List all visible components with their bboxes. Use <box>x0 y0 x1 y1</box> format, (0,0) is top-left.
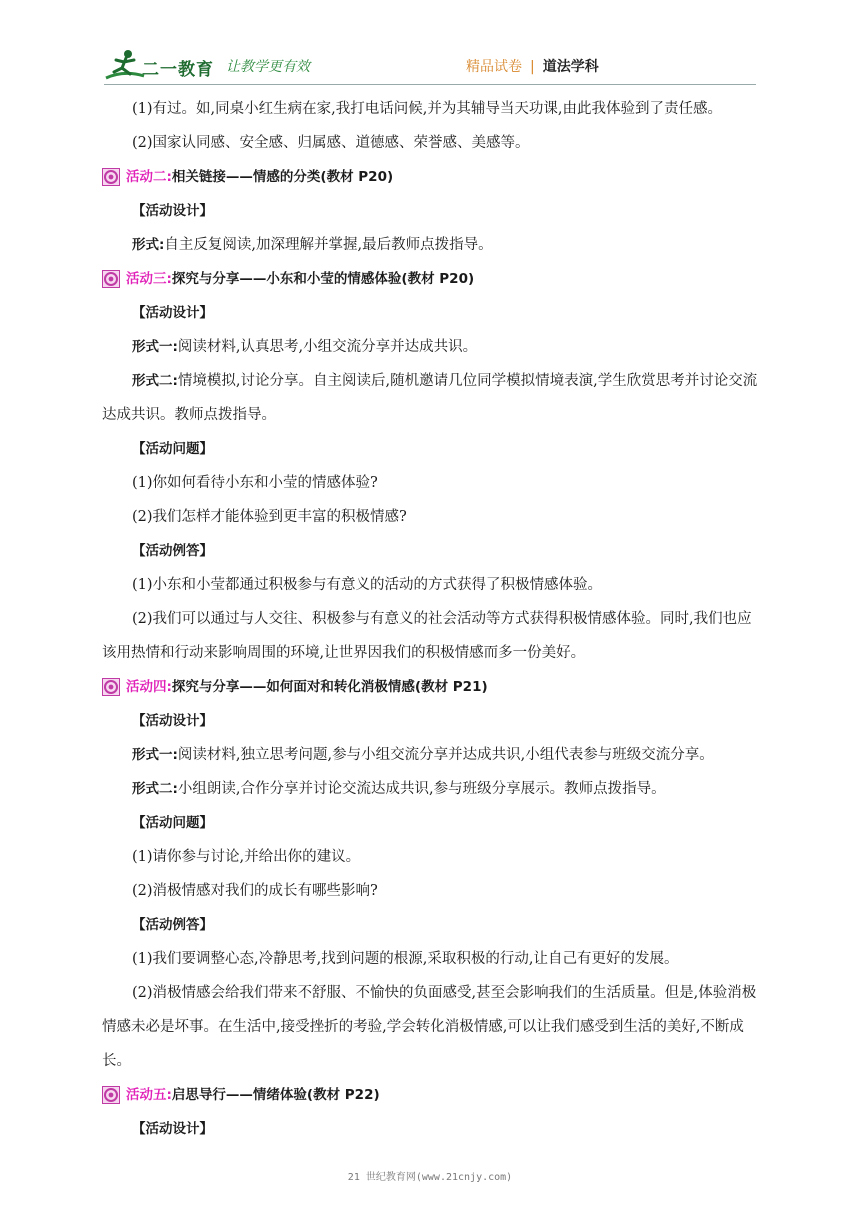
section-label: 【活动问题】 <box>132 815 213 831</box>
subject-label: 道法学科 <box>542 59 599 75</box>
paragraph: (2)我们可以通过与人交往、积极参与有意义的社会活动等方式获得积极情感体验。同时,我们也应该用热情和行动来影响周围的环境,让世界因我们的积极情感而多一份美好。 <box>102 611 752 661</box>
activity-heading <box>102 262 766 296</box>
paragraph: 形式:自主反复阅读,加深理解并掌握,最后教师点拨指导。 <box>132 237 493 253</box>
paragraph: (1)有过。如,同桌小红生病在家,我打电话问候,并为其辅导当天功课,由此我体验到了责任感。 <box>132 101 722 117</box>
target-icon <box>102 678 120 696</box>
target-icon <box>102 1086 120 1104</box>
paragraph: 形式一:阅读材料,独立思考问题,参与小组交流分享并达成共识,小组代表参与班级交流分享。 <box>132 747 714 763</box>
paragraph: (2)消极情感对我们的成长有哪些影响? <box>132 883 378 899</box>
paragraph: 形式二:情境模拟,讨论分享。自主阅读后,随机邀请几位同学模拟情境表演,学生欣赏思考并讨论交流达成共识。教师点拨指导。 <box>102 373 758 423</box>
paragraph: (1)你如何看待小东和小莹的情感体验? <box>132 475 378 491</box>
section-label: 【活动设计】 <box>132 1121 213 1137</box>
activity-label: 活动三: <box>126 271 172 287</box>
activity-title: 启思导行——情绪体验(教材 P22) <box>171 1087 380 1103</box>
section-label: 【活动设计】 <box>132 305 213 321</box>
header-separator: | <box>530 59 535 75</box>
page-header <box>0 0 860 86</box>
section-label: 【活动设计】 <box>132 713 213 729</box>
activity-title: 探究与分享——小东和小莹的情感体验(教材 P20) <box>171 271 475 287</box>
document-body <box>102 92 766 1146</box>
page-footer: 21 世纪教育网(www.21cnjy.com) <box>347 1172 513 1183</box>
activity-label: 活动五: <box>126 1087 172 1103</box>
activity-title: 相关链接——情感的分类(教材 P20) <box>171 169 394 185</box>
section-label: 【活动问题】 <box>132 441 213 457</box>
header-divider <box>104 84 756 85</box>
paragraph: (1)我们要调整心态,冷静思考,找到问题的根源,采取积极的行动,让自己有更好的发展。 <box>132 951 679 967</box>
paragraph: (1)小东和小莹都通过积极参与有意义的活动的方式获得了积极情感体验。 <box>132 577 603 593</box>
activity-heading <box>102 1078 766 1112</box>
paragraph: (2)消极情感会给我们带来不舒服、不愉快的负面感受,甚至会影响我们的生活质量。但是,体验消极情感未必是坏事。在生活中,接受挫折的考验,学会转化消极情感,可以让我们感受到生活的美好,不断成长。 <box>102 985 757 1069</box>
slogan: 让教学更有效 <box>226 59 310 75</box>
target-icon <box>102 168 120 186</box>
activity-label: 活动二: <box>126 169 172 185</box>
activity-heading <box>102 670 766 704</box>
header-right <box>466 56 599 76</box>
paragraph: (2)国家认同感、安全感、归属感、道德感、荣誉感、美感等。 <box>132 135 530 151</box>
brand-name: 二一教育 <box>142 60 214 80</box>
activity-label: 活动四: <box>126 679 172 695</box>
paragraph: 形式一:阅读材料,认真思考,小组交流分享并达成共识。 <box>132 339 478 355</box>
paragraph: 形式二:小组朗读,合作分享并讨论交流达成共识,参与班级分享展示。教师点拨指导。 <box>132 781 666 797</box>
paragraph: (2)我们怎样才能体验到更丰富的积极情感? <box>132 509 407 525</box>
target-icon <box>102 270 120 288</box>
activity-title: 探究与分享——如何面对和转化消极情感(教材 P21) <box>171 679 488 695</box>
activity-heading <box>102 160 766 194</box>
section-label: 【活动例答】 <box>132 543 213 559</box>
section-label: 【活动例答】 <box>132 917 213 933</box>
exam-label: 精品试卷 <box>466 59 522 75</box>
section-label: 【活动设计】 <box>132 203 213 219</box>
paragraph: (1)请你参与讨论,并给出你的建议。 <box>132 849 361 865</box>
